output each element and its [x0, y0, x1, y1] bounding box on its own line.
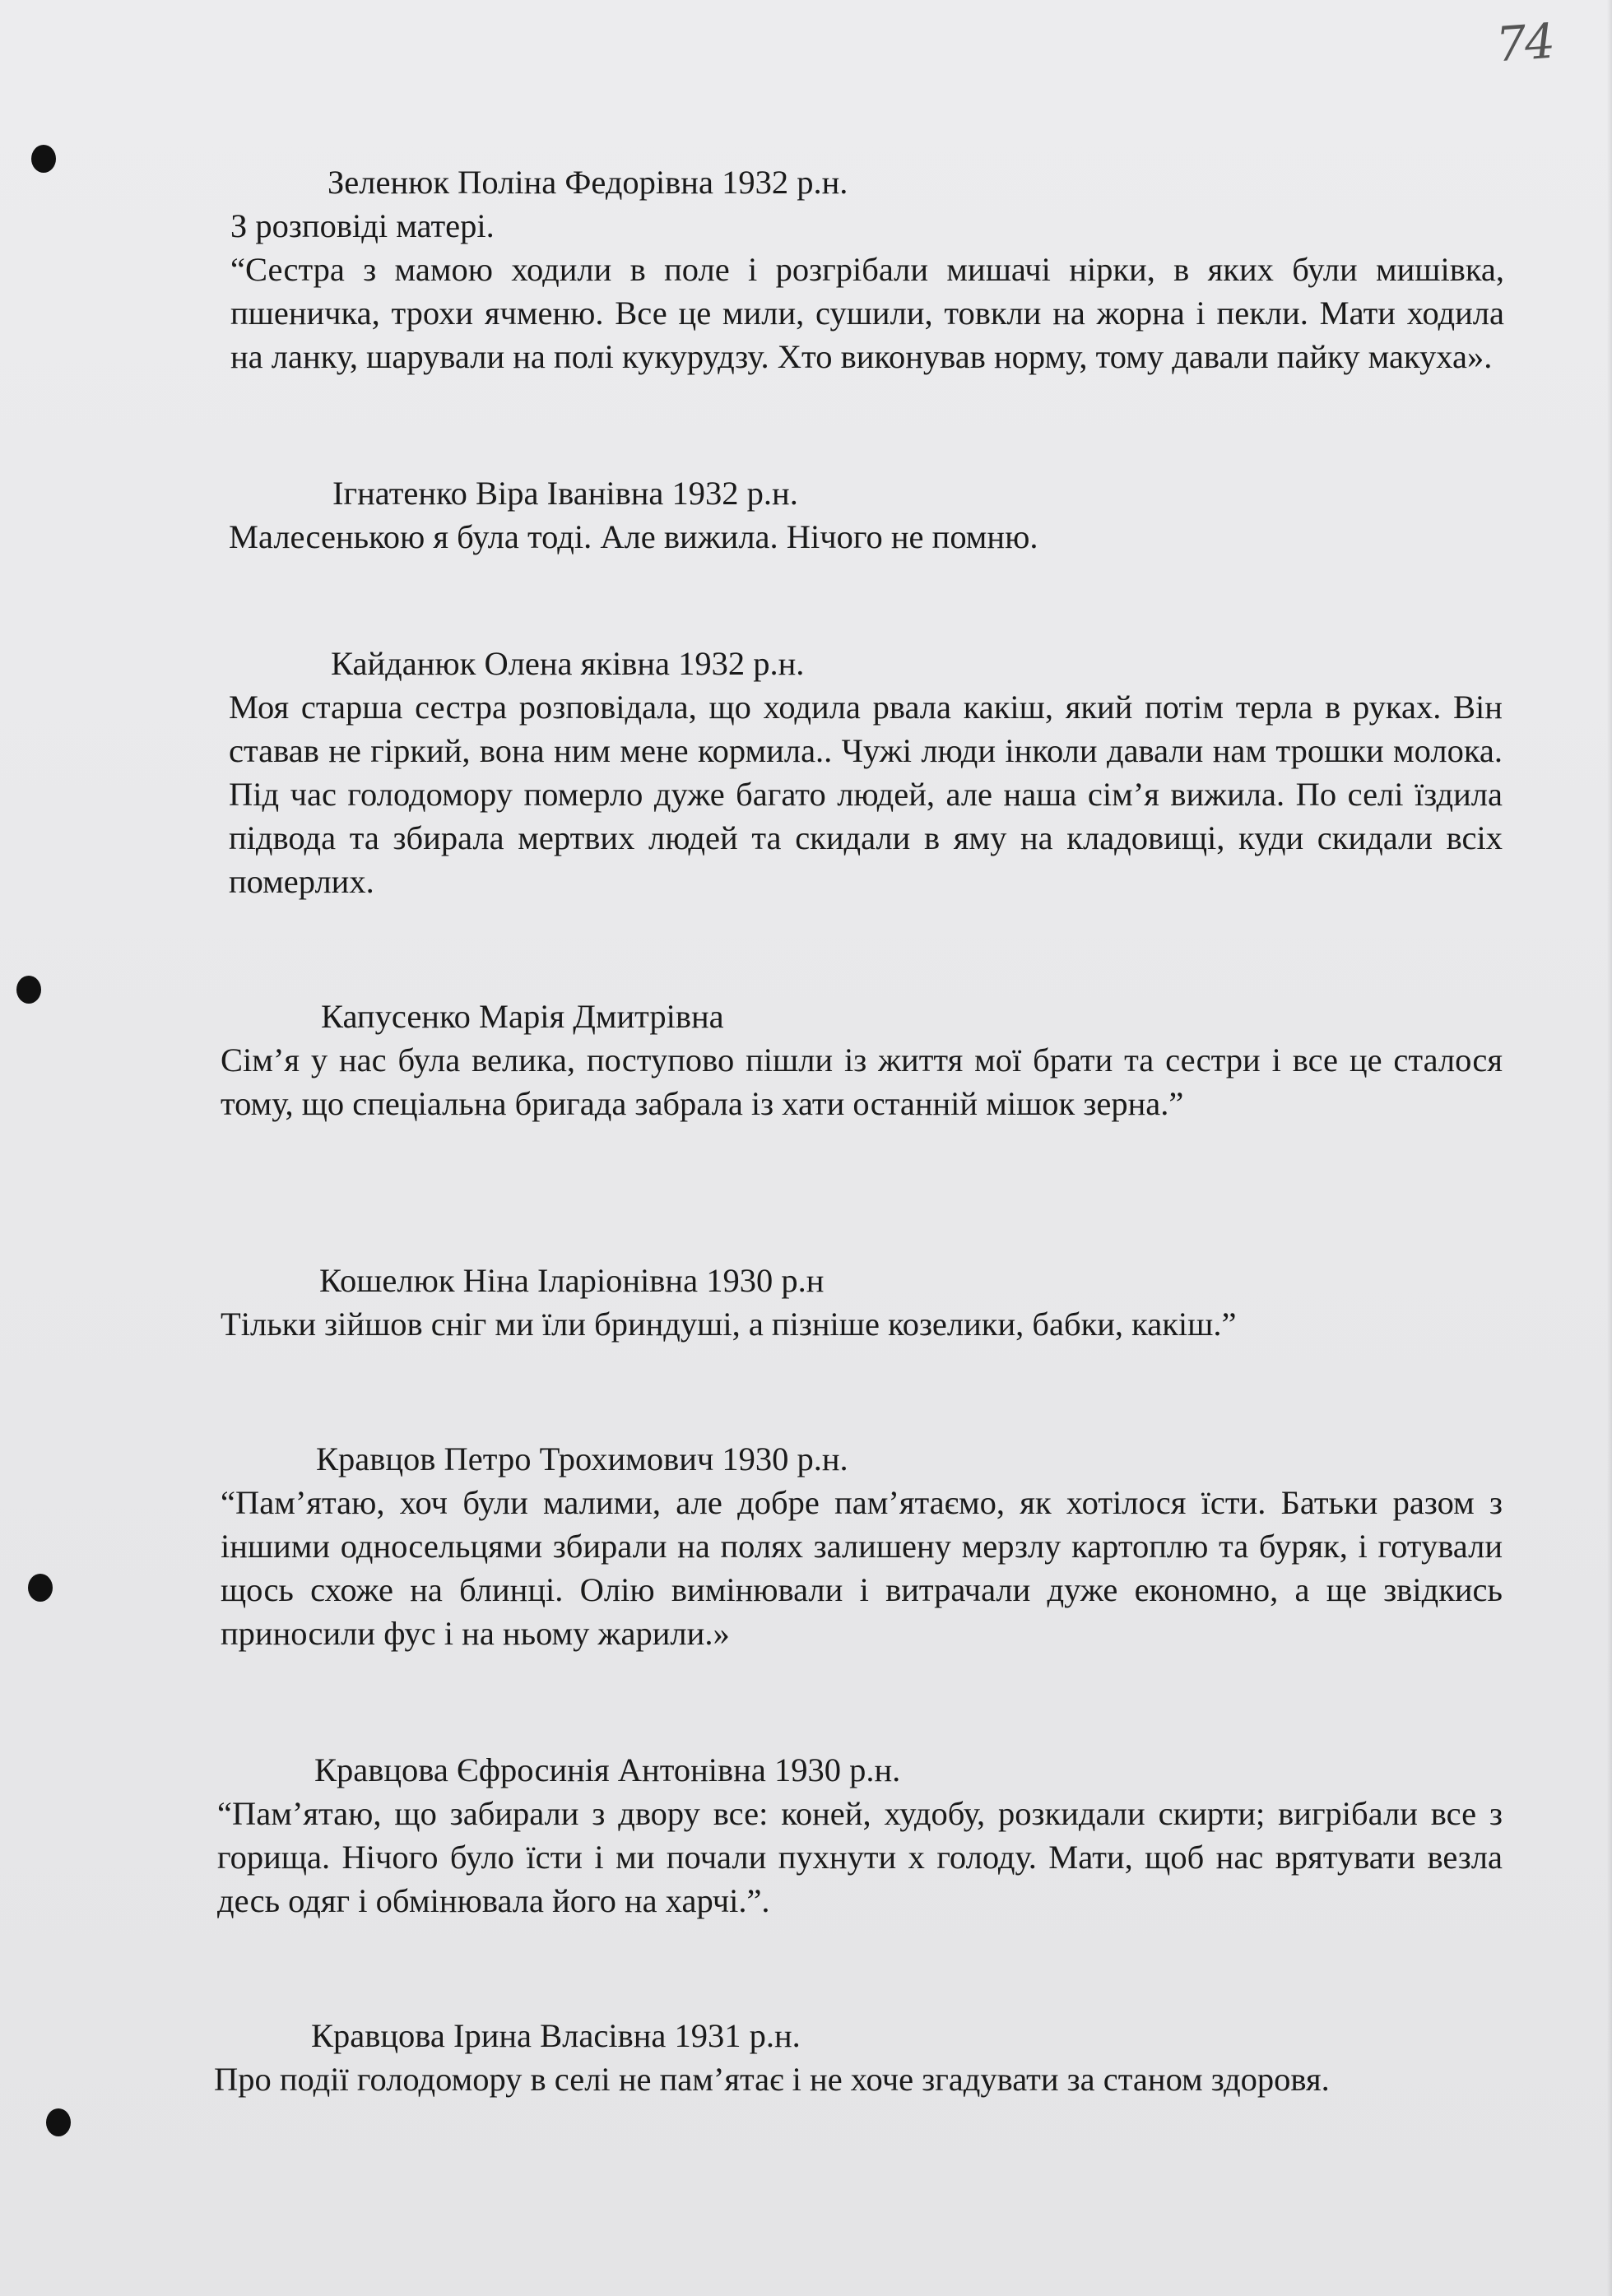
handwritten-page-number: 74	[1494, 12, 1556, 73]
person-name: Кошелюк Ніна Іларіонівна 1930 р.н	[319, 1262, 825, 1299]
punch-hole-3	[28, 1574, 53, 1602]
testimony-entry	[229, 642, 1503, 903]
punch-hole-2	[16, 976, 41, 1004]
testimony-text: “Сестра з мамою ходили в поле і розгрібали мишачі нірки, в яких були мишівка, пшеничка, трохи ячменю. Все це мили, сушили, товкли на жорна і пекли. Мати ходила на ланку, шарували на полі кукурудзу. Хто виконував норму, тому давали пайку макуха».	[230, 251, 1504, 375]
page-edge-shadow	[1607, 0, 1612, 2296]
testimony-line: З розповіді матері.	[230, 207, 495, 244]
punch-hole-1	[31, 145, 56, 173]
person-name: Капусенко Марія Дмитрівна	[321, 998, 724, 1035]
testimony-entry	[214, 2014, 1498, 2101]
testimony-text: Тільки зійшов сніг ми їли бриндуші, а пізніше козелики, бабки, какіш.”	[221, 1306, 1237, 1343]
testimony-entry	[217, 1748, 1503, 1923]
testimony-entry	[221, 995, 1503, 1125]
testimony-text: Моя старша сестра розповідала, що ходила рвала какіш, який потім терла в руках. Він ставав не гіркий, вона ним мене кормила.. Чужі люди інколи давали нам трошки молока. Під час голодомору померло дуже багато людей, але наша сім’я вижила. По селі їздила підвода та збирала мертвих людей та скидали в яму на кладовищі, куди скидали всіх померлих.	[229, 689, 1503, 900]
person-name: Кайданюк Олена яківна 1932 р.н.	[331, 645, 805, 682]
testimony-entry	[230, 160, 1504, 378]
testimony-text: “Пам’ятаю, хоч були малими, але добре пам’ятаємо, як хотілося їсти. Батьки разом з іншими односельцями збирали на полях залишену мерзлу картоплю та буряк, і готували щось схоже на блинці. Олію вимінювали і витрачали дуже економно, а ще звідкись приносили фус і на ньому жарили.»	[221, 1484, 1503, 1652]
person-name: Кравцова Єфросинія Антонівна 1930 р.н.	[314, 1751, 901, 1788]
testimony-text: Сім’я у нас була велика, поступово пішли із життя мої брати та сестри і все це сталося тому, що спеціальна бригада забрала із хати останній мішок зерна.”	[221, 1041, 1503, 1122]
testimony-entry	[221, 1259, 1503, 1346]
person-name: Зеленюк Поліна Федорівна 1932 р.н.	[328, 164, 848, 201]
person-name: Кравцова Ірина Власівна 1931 р.н.	[311, 2017, 801, 2054]
testimony-text: Про події голодомору в селі не пам’ятає і не хоче згадувати за станом здоровя.	[214, 2061, 1330, 2098]
testimony-entry	[229, 471, 1503, 559]
punch-hole-4	[46, 2108, 71, 2136]
person-name: Кравцов Петро Трохимович 1930 р.н.	[316, 1440, 848, 1477]
testimony-entry	[221, 1437, 1503, 1655]
testimony-text: Малесенькою я була тоді. Але вижила. Нічого не помню.	[229, 518, 1038, 555]
person-name: Ігнатенко Віра Іванівна 1932 р.н.	[332, 475, 798, 512]
testimony-text: “Пам’ятаю, що забирали з двору все: коней, худобу, розкидали скирти; вигрібали все з горища. Нічого було їсти і ми почали пухнути х голоду. Мати, щоб нас врятувати везла десь одяг і обмінювала його на харчі.”.	[217, 1795, 1503, 1919]
